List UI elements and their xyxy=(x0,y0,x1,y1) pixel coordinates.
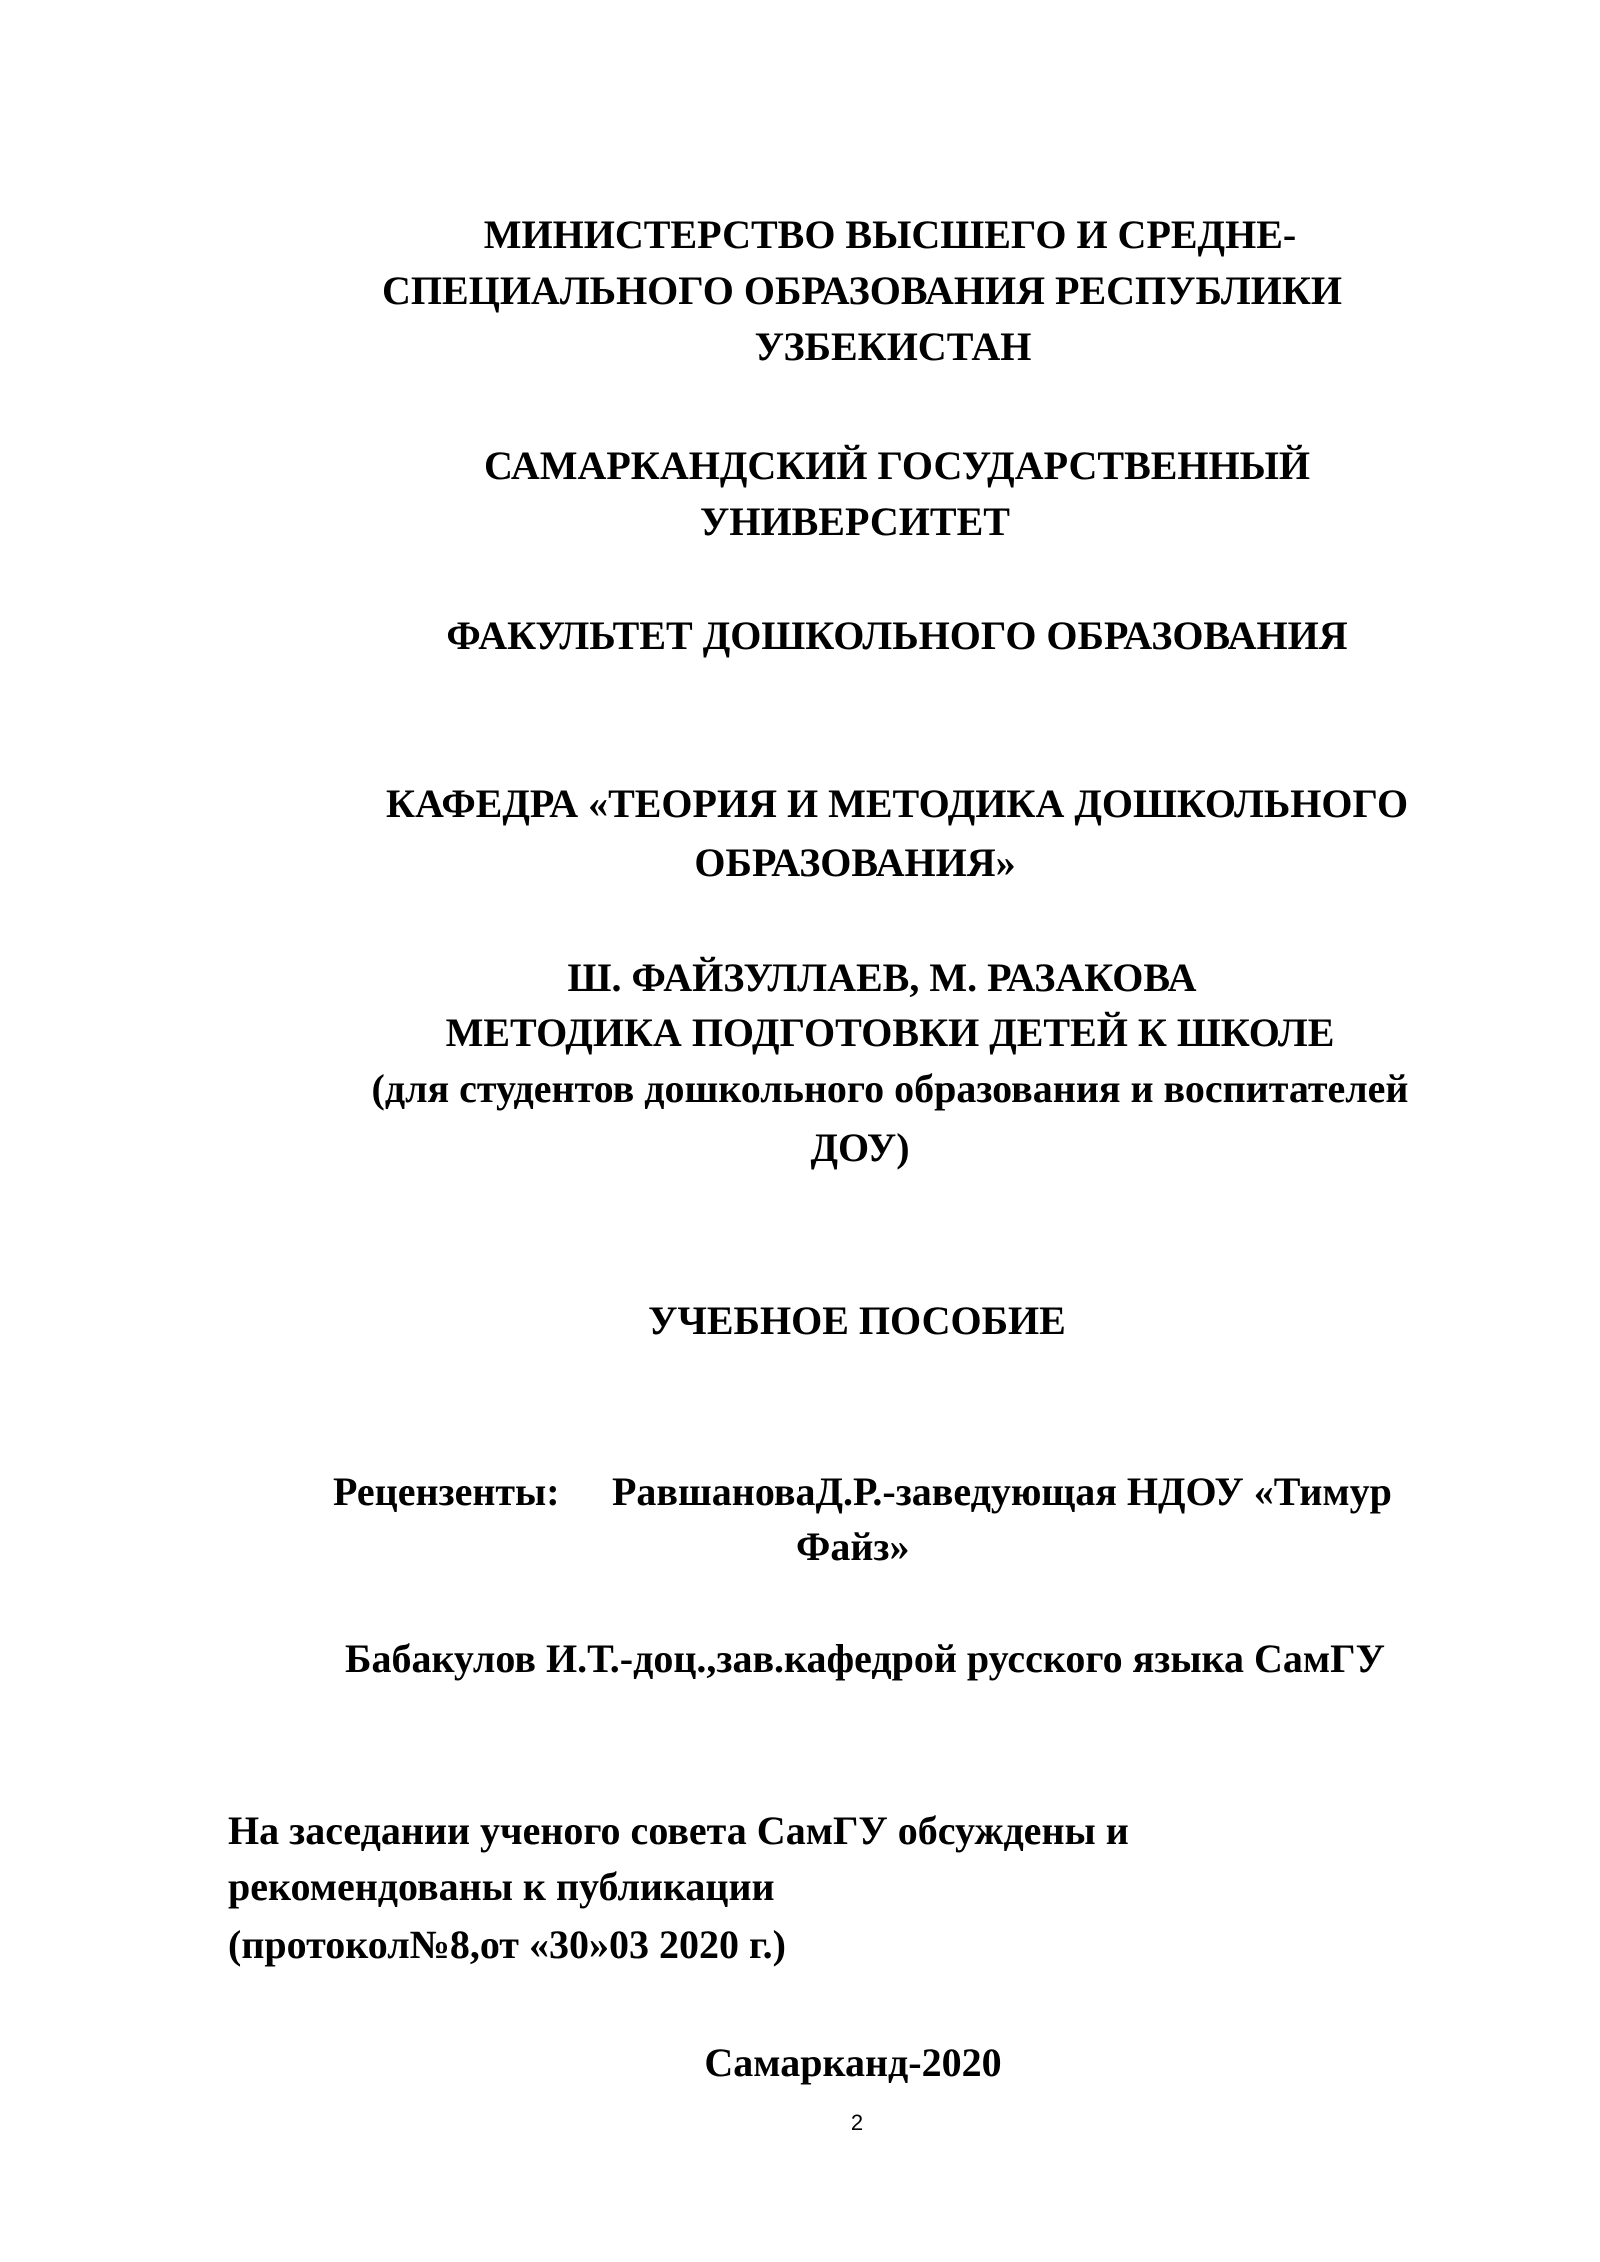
university-line-1: САМАРКАНДСКИЙ ГОСУДАРСТВЕННЫЙ xyxy=(483,443,1311,488)
reviewer-2: Бабакулов И.Т.-доц.,зав.кафедрой русского языка СамГУ xyxy=(345,1636,1385,1681)
ministry-line-3: УЗБЕКИСТАН xyxy=(754,324,1032,369)
reviewer-1-line-2: Файз» xyxy=(796,1524,910,1569)
reviewer-1-line-1: РавшановаД.Р.-заведующая НДОУ «Тимур xyxy=(612,1469,1392,1514)
department-line-2: ОБРАЗОВАНИЯ» xyxy=(694,840,1016,885)
ministry-line-1: МИНИСТЕРСТВО ВЫСШЕГО И СРЕДНЕ- xyxy=(483,212,1297,257)
faculty-name: ФАКУЛЬТЕТ ДОШКОЛЬНОГО ОБРАЗОВАНИЯ xyxy=(446,613,1348,658)
university-line-2: УНИВЕРСИТЕТ xyxy=(700,499,1010,544)
approval-line-2: рекомендованы к публикации xyxy=(228,1864,775,1909)
document-title: МЕТОДИКА ПОДГОТОВКИ ДЕТЕЙ К ШКОЛЕ xyxy=(445,1010,1335,1055)
authors: Ш. ФАЙЗУЛЛАЕВ, М. РАЗАКОВА xyxy=(567,955,1197,1000)
approval-line-1: На заседании ученого совета СамГУ обсуждены и xyxy=(228,1808,1129,1853)
page-number: 2 xyxy=(850,2110,864,2135)
audience-line-1: (для студентов дошкольного образования и воспитателей xyxy=(371,1066,1409,1111)
ministry-line-2: СПЕЦИАЛЬНОГО ОБРАЗОВАНИЯ РЕСПУБЛИКИ xyxy=(382,268,1342,313)
document-type: УЧЕБНОЕ ПОСОБИЕ xyxy=(648,1298,1066,1343)
department-line-1: КАФЕДРА «ТЕОРИЯ И МЕТОДИКА ДОШКОЛЬНОГО xyxy=(385,781,1409,826)
approval-line-3: (протокол№8,от «30»03 2020 г.) xyxy=(228,1922,786,1967)
audience-line-2: ДОУ) xyxy=(810,1125,910,1170)
city-year: Самарканд-2020 xyxy=(704,2040,1002,2085)
reviewers-label: Рецензенты: xyxy=(333,1469,560,1514)
